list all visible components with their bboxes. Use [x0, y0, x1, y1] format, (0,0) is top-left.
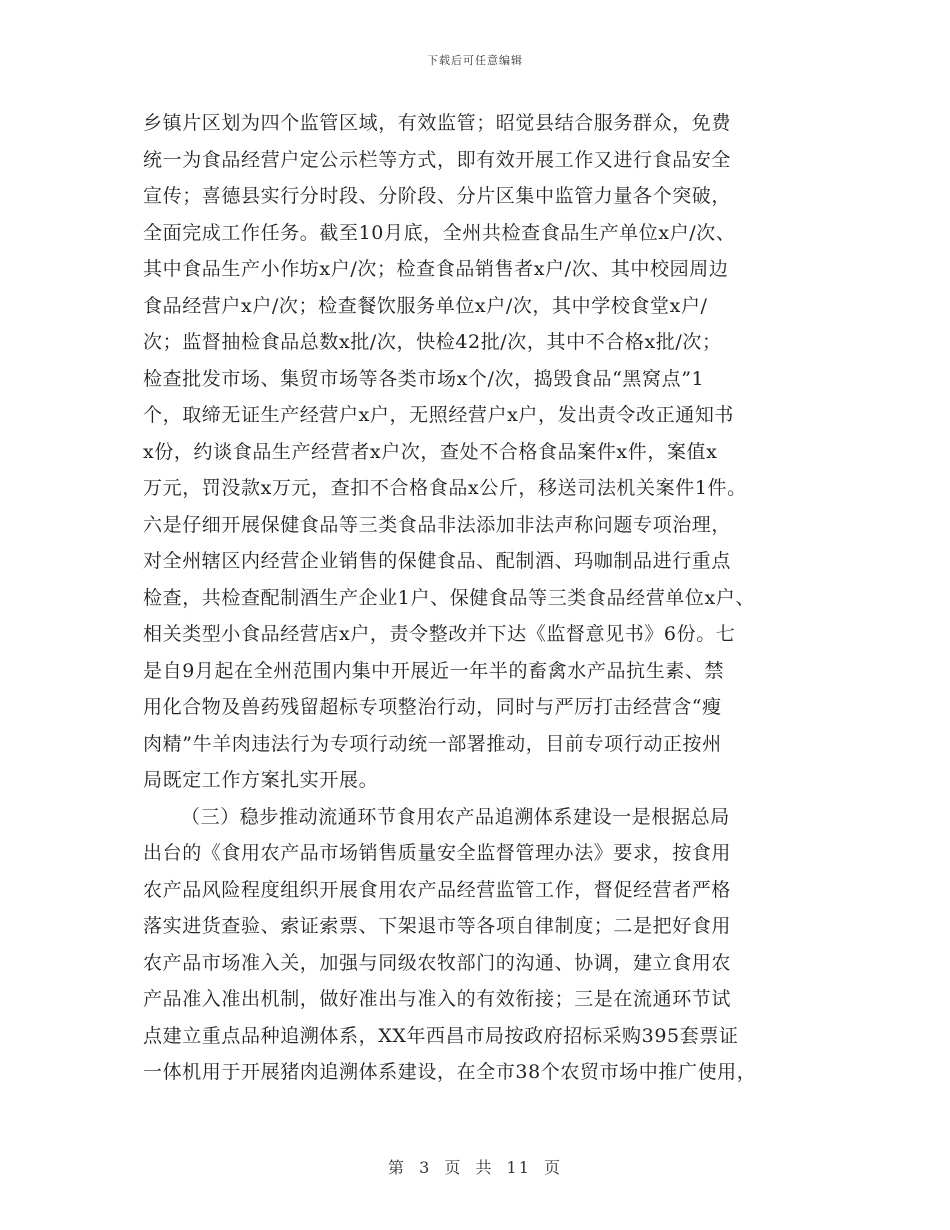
text-line: 肉精”牛羊肉违法行为专项行动统一部署推动，目前专项行动正按州 [143, 732, 722, 755]
text-line: 乡镇片区划为四个监管区域，有效监管；昭觉县结合服务群众，免费 [143, 112, 732, 134]
text-line: 落实进货查验、索证索票、下架退市等各项自律制度；二是把好食用 [143, 915, 732, 937]
text-line: 农产品市场准入关，加强与同级农牧部门的沟通、协调，建立食用农 [143, 951, 732, 974]
text-line: 食品经营户x户/次；检查餐饮服务单位x户/次，其中学校食堂x户/ [143, 294, 708, 317]
text-line: 次；监督抽检食品总数x批/次，快检42批/次，其中不合格x批/次； [143, 331, 722, 353]
text-line: 产品准入准出机制，做好准出与准入的有效衔接；三是在流通环节试 [143, 988, 732, 1010]
text-line: 点建立重点品种追溯体系，XX年西昌市局按政府招标采购395套票证 [143, 1024, 739, 1047]
text-line: 六是仔细开展保健食品等三类食品非法添加非法声称问题专项治理， [143, 513, 732, 536]
text-line: 出台的《食用农产品市场销售质量安全监督管理办法》要求，按食用 [143, 842, 732, 864]
page-footer: 第 3 页 共 11 页 [388, 1158, 562, 1177]
text-line: 用化合物及兽药残留超标专项整治行动，同时与严厉打击经营含“瘦 [143, 696, 722, 718]
text-line: 万元，罚没款x万元，查扣不合格食品x公斤，移送司法机关案件1件。 [143, 477, 747, 499]
text-line: 对全州辖区内经营企业销售的保健食品、配制酒、玛咖制品进行重点 [143, 550, 732, 572]
section-heading-line: （三）稳步推动流通环节食用农产品追溯体系建设一是根据总局 [181, 805, 730, 828]
text-line: 统一为食品经营户定公示栏等方式，即有效开展工作又进行食品安全 [143, 148, 732, 171]
text-line: 检查批发市场、集贸市场等各类市场x个/次，捣毁食品“黑窝点”1 [143, 367, 705, 390]
text-line: 一体机用于开展猪肉追溯体系建设，在全市38个农贸市场中推广使用， [143, 1061, 757, 1083]
document-body [143, 105, 823, 1091]
text-line: 其中食品生产小作坊x户/次；检查食品销售者x户/次、其中校园周边 [143, 258, 729, 280]
text-line: 是自9月起在全州范围内集中开展近一年半的畜禽水产品抗生素、禁 [143, 659, 725, 682]
text-line: 局既定工作方案扎实开展。 [143, 769, 379, 791]
text-line: 相关类型小食品经营店x户，责令整改并下达《监督意见书》6份。七 [143, 623, 736, 645]
text-line: 个，取缔无证生产经营户x户，无照经营户x户，发出责令改正通知书 [143, 404, 735, 426]
text-line: 宣传；喜德县实行分时段、分阶段、分片区集中监管力量各个突破， [143, 185, 732, 207]
text-line: 农产品风险程度组织开展食用农产品经营监管工作，督促经营者严格 [143, 878, 732, 901]
page-header: 下载后可任意编辑 [427, 54, 523, 67]
text-line: 全面完成工作任务。截至10月底，全州共检查食品生产单位x户/次、 [143, 221, 736, 244]
text-line: 检查，共检查配制酒生产企业1户、保健食品等三类食品经营单位x户、 [143, 586, 756, 609]
text-line: x份，约谈食品生产经营者x户次，查处不合格食品案件x件，案值x [143, 440, 718, 463]
